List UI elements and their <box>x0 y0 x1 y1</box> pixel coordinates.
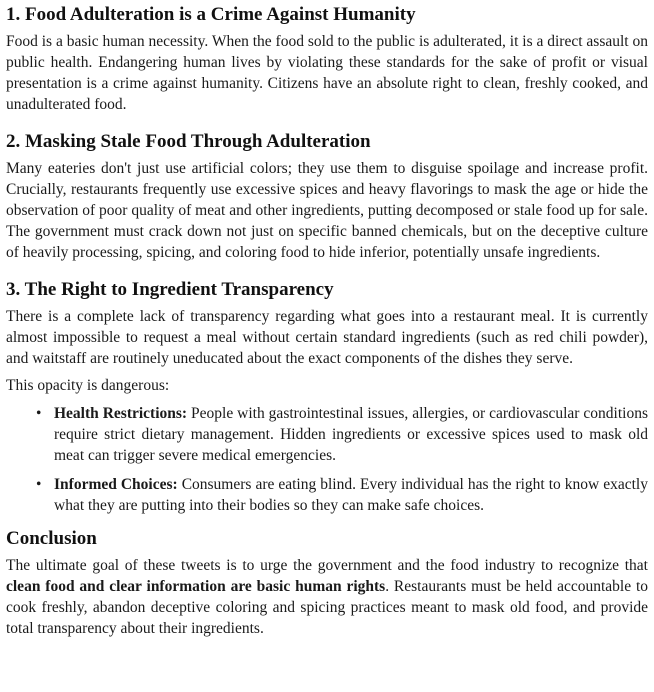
section-crime-against-humanity <box>6 3 648 115</box>
section-masking-stale-food <box>6 130 648 263</box>
section-heading: 3. The Right to Ingredient Transparency <box>6 279 334 300</box>
list-item-label: Informed Choices: <box>54 476 178 493</box>
section-body: Many eateries don't just use artificial colors; they use them to disguise spoilage and increase profit. Crucially, restaurants frequently use excessive spices and heavy flavorings to mask the age or hide the observation of poor quality of meat and other ingredients, putting decomposed or stale food up for sale. The government must crack down not just on specific banned chemicals, but on the deceptive culture of heavily processing, spicing, and coloring food to hide inferior, potentially unsafe ingredients. <box>6 160 648 261</box>
section-body <box>6 555 648 639</box>
bullet-list <box>6 403 648 516</box>
section-body: There is a complete lack of transparency regarding what goes into a restaurant meal. It is currently almost impossible to request a meal without certain standard ingredients (such as red chili powder), and waitstaff are routinely uneducated about the exact components of the dishes they serve. <box>6 308 648 367</box>
conclusion-tail: . Restaurants must be held accountable to cook freshly, abandon deceptive coloring and spicing practices meant to mask old food, and provide total transparency about their ingredients. <box>6 578 648 637</box>
bullet-icon: • <box>36 405 42 422</box>
list-item-label: Health Restrictions: <box>54 405 188 422</box>
section-heading: 1. Food Adulteration is a Crime Against Humanity <box>6 4 416 25</box>
list-item-text: People with gastrointestinal issues, allergies, or cardiovascular conditions require strict dietary management. Hidden ingredients or excessive spices used to mask old meat can trigger severe medical emergencies. <box>54 405 648 464</box>
list-item-text: Consumers are eating blind. Every individual has the right to know exactly what they are putting into their bodies so they can make safe choices. <box>54 476 648 514</box>
section-conclusion <box>6 527 648 639</box>
conclusion-lead: The ultimate goal of these tweets is to urge the government and the food industry to recognize that <box>6 557 648 574</box>
section-ingredient-transparency <box>6 278 648 516</box>
section-heading: Conclusion <box>6 528 97 549</box>
list-item <box>36 403 648 466</box>
section-heading: 2. Masking Stale Food Through Adulteration <box>6 131 371 152</box>
conclusion-emphasis: clean food and clear information are basic human rights <box>6 578 386 595</box>
list-item <box>36 474 648 516</box>
section-intro: This opacity is dangerous: <box>6 377 170 394</box>
section-body: Food is a basic human necessity. When the food sold to the public is adulterated, it is a direct assault on public health. Endangering human lives by violating these standards for the sake of profit or visual presentation is a crime against humanity. Citizens have an absolute right to clean, freshly cooked, and unadulterated food. <box>6 33 648 113</box>
bullet-icon: • <box>36 476 42 493</box>
